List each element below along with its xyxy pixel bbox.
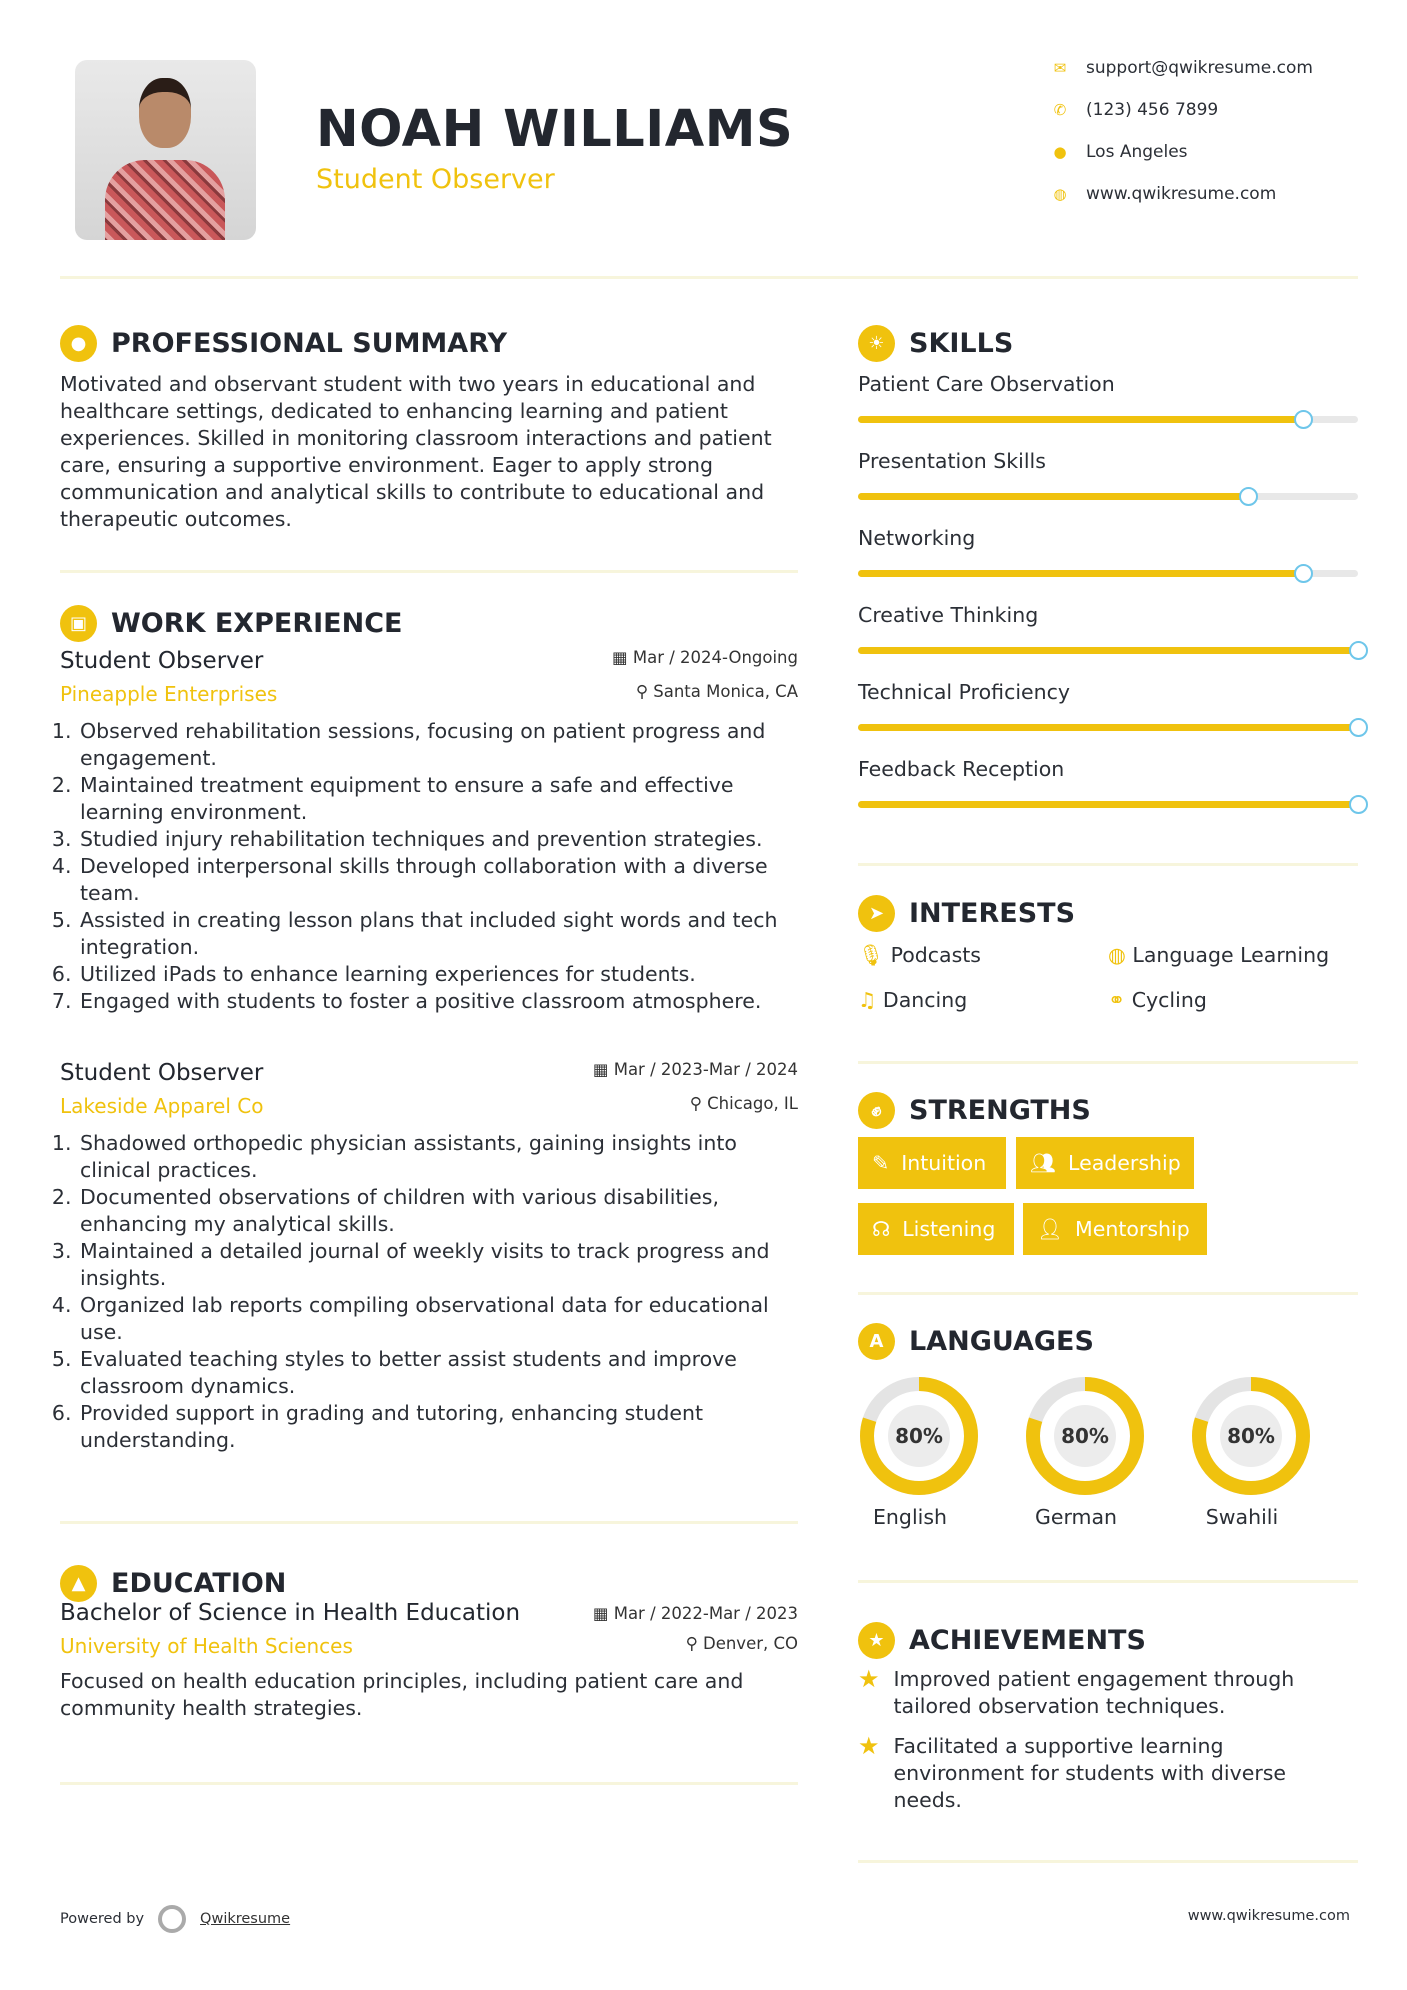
- bicycle-icon: ⚭: [1108, 988, 1126, 1012]
- section-title: INTERESTS: [909, 898, 1076, 929]
- phone-icon: ✆: [1053, 101, 1067, 119]
- paper-plane-icon: ➤: [858, 895, 895, 932]
- skill-bar-knob: [1294, 564, 1313, 583]
- skill-bar: [858, 647, 1358, 654]
- skill-name: Technical Proficiency: [858, 680, 1071, 704]
- divider: [60, 570, 798, 573]
- job-date: ▦ Mar / 2023-Mar / 2024: [592, 1060, 798, 1079]
- star-icon: ★: [858, 1665, 880, 1693]
- education-heading: [60, 1565, 286, 1602]
- divider: [858, 1061, 1358, 1064]
- job-duties: [60, 1130, 798, 1454]
- interest-item: ♫ Dancing: [858, 988, 968, 1012]
- skill-bar-knob: [1294, 410, 1313, 429]
- contact-text: (123) 456 7899: [1086, 100, 1219, 120]
- duty: 5. Assisted in creating lesson plans that included sight words and tech integration.: [78, 907, 798, 961]
- globe-icon: ◍: [1053, 185, 1067, 203]
- divider: [858, 1292, 1358, 1295]
- star-icon: ★: [858, 1732, 880, 1760]
- summary-heading: [60, 325, 507, 362]
- user-plus-icon: 👤︎: [1037, 1216, 1064, 1241]
- lightbulb-icon: ☀: [858, 325, 895, 362]
- skill-bar-fill: [858, 416, 1303, 423]
- qwikresume-logo-icon: [158, 1905, 186, 1933]
- achievements-heading: [858, 1622, 1146, 1659]
- skill-bar-knob: [1349, 718, 1368, 737]
- skill-item: [858, 526, 1358, 577]
- education-location: ⚲ Denver, CO: [685, 1634, 798, 1653]
- section-title: WORK EXPERIENCE: [111, 608, 403, 639]
- job-entry: [60, 648, 798, 1015]
- strength-tag: 👤︎ Mentorship: [1023, 1203, 1207, 1255]
- skill-bar-knob: [1239, 487, 1258, 506]
- company-name: Pineapple Enterprises: [60, 682, 278, 706]
- briefcase-icon: ▣: [60, 605, 97, 642]
- skill-item: [858, 680, 1358, 731]
- contact-text: www.qwikresume.com: [1086, 184, 1277, 204]
- language-ring: [1024, 1375, 1146, 1497]
- skill-item: [858, 603, 1358, 654]
- duty: 7. Engaged with students to foster a positive classroom atmosphere.: [78, 988, 798, 1015]
- users-icon: 👥︎: [1030, 1150, 1057, 1175]
- achievement-item: ★ Improved patient engagement through tailored observation techniques.: [858, 1665, 1295, 1718]
- microphone-icon: 🎙︎: [858, 943, 885, 967]
- profile-photo: [75, 60, 256, 240]
- work-heading: [60, 605, 402, 642]
- languages-heading: [858, 1323, 1094, 1360]
- translate-icon: A: [858, 1323, 895, 1360]
- interest-item: ◍ Language Learning: [1108, 943, 1330, 967]
- language-percent: 80%: [1220, 1405, 1282, 1467]
- qwikresume-link[interactable]: Qwikresume: [200, 1911, 291, 1927]
- language-name: Swahili: [1205, 1505, 1279, 1529]
- skill-name: Presentation Skills: [858, 449, 1046, 473]
- skill-item: [858, 757, 1358, 808]
- footer-branding: [60, 1905, 290, 1933]
- duty: 6. Utilized iPads to enhance learning experiences for students.: [78, 961, 798, 988]
- education-date: ▦ Mar / 2022-Mar / 2023: [592, 1603, 798, 1623]
- language-name: German: [1034, 1505, 1118, 1529]
- summary-text: Motivated and observant student with two years in educational and healthcare settings, dedicated to enhancing learning and patient experiences. Skilled in monitoring classroom interactions and patient care, ensuring a supportive environment. Eager to apply strong communication and analytical skills to contribute to educational and therapeutic outcomes.: [60, 372, 772, 531]
- language-percent: 80%: [1054, 1405, 1116, 1467]
- section-title: LANGUAGES: [909, 1326, 1094, 1357]
- skill-name: Feedback Reception: [858, 757, 1065, 781]
- divider: [858, 1580, 1358, 1583]
- skill-item: [858, 372, 1358, 423]
- interest-item: 🎙︎ Podcasts: [858, 943, 981, 967]
- skill-bar: [858, 724, 1358, 731]
- divider: [60, 1782, 798, 1785]
- job-duties: [60, 718, 798, 1015]
- skill-name: Networking: [858, 526, 976, 550]
- duty: 2. Documented observations of children with various disabilities, enhancing my analytical skills.: [78, 1184, 798, 1238]
- duty: 4. Developed interpersonal skills through collaboration with a diverse team.: [78, 853, 798, 907]
- candidate-role: Student Observer: [316, 164, 555, 195]
- duty: 4. Organized lab reports compiling observational data for educational use.: [78, 1292, 798, 1346]
- job-title: Student Observer: [60, 1060, 264, 1086]
- skill-bar-fill: [858, 724, 1358, 731]
- strengths-heading: [858, 1092, 1091, 1129]
- skill-bar-knob: [1349, 641, 1368, 660]
- language-ring: [858, 1375, 980, 1497]
- job-location: ⚲ Santa Monica, CA: [635, 682, 798, 701]
- duty: 6. Provided support in grading and tutoring, enhancing student understanding.: [78, 1400, 798, 1454]
- contact-location: [1052, 142, 1352, 162]
- duty: 1. Observed rehabilitation sessions, focusing on patient progress and engagement.: [78, 718, 798, 772]
- contact-email[interactable]: [1052, 58, 1352, 78]
- user-icon: ●: [60, 325, 97, 362]
- powered-by-label: Powered by: [60, 1911, 145, 1927]
- language-ring: [1190, 1375, 1312, 1497]
- job-date: ▦ Mar / 2024-Ongoing: [612, 648, 798, 667]
- degree: Bachelor of Science in Health Education: [60, 1600, 521, 1626]
- interests-heading: [858, 895, 1075, 932]
- skill-bar: [858, 801, 1358, 808]
- duty: 3. Maintained a detailed journal of weekly visits to track progress and insights.: [78, 1238, 798, 1292]
- graduation-cap-icon: ▲: [60, 1565, 97, 1602]
- divider: [858, 1860, 1358, 1863]
- skill-bar-fill: [858, 493, 1248, 500]
- contact-phone: [1052, 100, 1352, 120]
- section-title: ACHIEVEMENTS: [909, 1625, 1146, 1656]
- star-badge-icon: ★: [858, 1622, 895, 1659]
- envelope-icon: ✉: [1053, 59, 1067, 77]
- skills-heading: [858, 325, 1013, 362]
- map-pin-icon: ●: [1053, 143, 1067, 161]
- skill-bar: [858, 416, 1358, 423]
- divider: [858, 863, 1358, 866]
- footer-url[interactable]: www.qwikresume.com: [1187, 1908, 1350, 1924]
- music-note-icon: ♫: [858, 988, 877, 1012]
- section-title: SKILLS: [909, 328, 1014, 359]
- strength-tag: ☊ Listening: [858, 1203, 1014, 1255]
- duty: 3. Studied injury rehabilitation techniques and prevention strategies.: [78, 826, 798, 853]
- job-title: Student Observer: [60, 648, 264, 674]
- fist-icon: ✊︎: [858, 1092, 895, 1129]
- candidate-name: NOAH WILLIAMS: [316, 100, 794, 159]
- magic-wand-icon: ✎: [872, 1151, 890, 1175]
- skill-name: Creative Thinking: [858, 603, 1039, 627]
- education-entry: [60, 1600, 798, 1722]
- skill-item: [858, 449, 1358, 500]
- contact-text: support@qwikresume.com: [1086, 58, 1313, 78]
- company-name: Lakeside Apparel Co: [60, 1094, 264, 1118]
- section-title: EDUCATION: [111, 1568, 287, 1599]
- strength-tag: 👥︎ Leadership: [1016, 1137, 1194, 1189]
- achievement-item: ★ Facilitated a supportive learning environment for students with diverse needs.: [858, 1732, 1287, 1812]
- skill-bar-fill: [858, 801, 1358, 808]
- skill-bar-fill: [858, 647, 1358, 654]
- duty: 5. Evaluated teaching styles to better assist students and improve classroom dynamics.: [78, 1346, 798, 1400]
- duty: 1. Shadowed orthopedic physician assistants, gaining insights into clinical practices.: [78, 1130, 798, 1184]
- headphones-icon: ☊: [872, 1217, 891, 1241]
- section-title: STRENGTHS: [909, 1095, 1091, 1126]
- section-title: PROFESSIONAL SUMMARY: [111, 328, 508, 359]
- language-percent: 80%: [888, 1405, 950, 1467]
- duty: 2. Maintained treatment equipment to ensure a safe and effective learning environment.: [78, 772, 798, 826]
- skill-bar: [858, 493, 1358, 500]
- divider: [60, 1521, 798, 1524]
- school-name: University of Health Sciences: [60, 1634, 353, 1658]
- education-text: Focused on health education principles, including patient care and community health strategies.: [60, 1669, 744, 1720]
- skill-bar-fill: [858, 570, 1303, 577]
- header-divider: [60, 276, 1358, 279]
- job-location: ⚲ Chicago, IL: [689, 1094, 798, 1113]
- contact-website[interactable]: [1052, 184, 1352, 204]
- strength-tag: ✎ Intuition: [858, 1137, 1006, 1189]
- skill-name: Patient Care Observation: [858, 372, 1115, 396]
- interest-item: ⚭ Cycling: [1108, 988, 1207, 1012]
- job-entry: [60, 1060, 798, 1454]
- contact-text: Los Angeles: [1086, 142, 1188, 162]
- language-name: English: [872, 1505, 948, 1529]
- skill-bar-knob: [1349, 795, 1368, 814]
- skill-bar: [858, 570, 1358, 577]
- globe-icon: ◍: [1108, 943, 1126, 967]
